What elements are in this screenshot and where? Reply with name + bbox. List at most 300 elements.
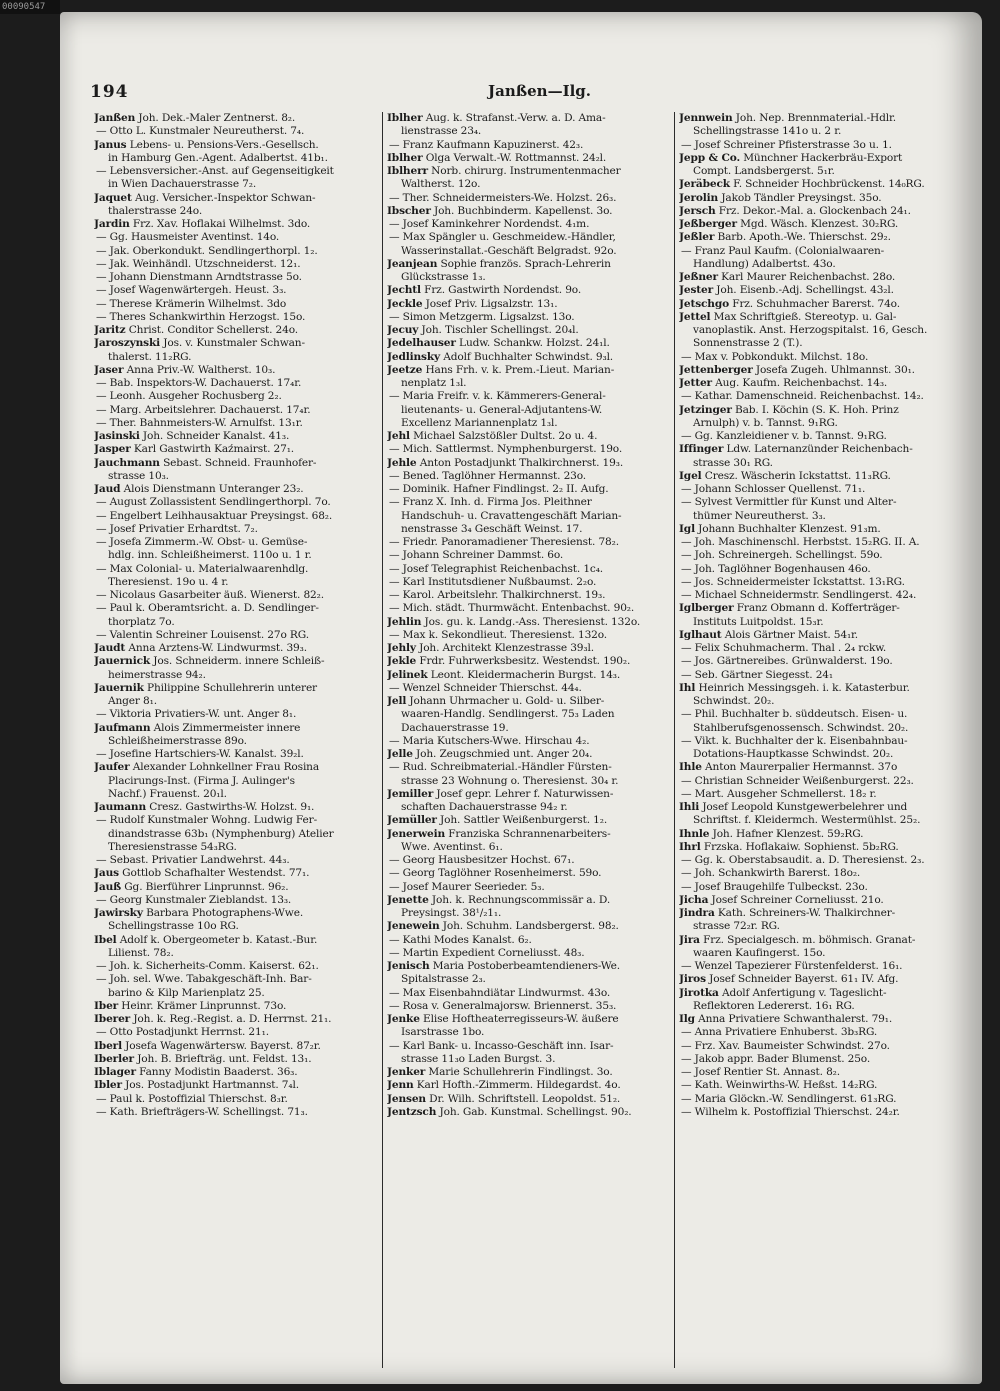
page-number: 194 <box>90 82 129 102</box>
entry-continuation <box>387 1053 670 1066</box>
directory-sub-entry <box>387 867 670 880</box>
entry-text: — Josef Wagenwärtergeh. Heust. 3₃. <box>96 284 287 297</box>
entry-text: Adolf Anfertigung v. Tageslicht- <box>718 986 887 999</box>
directory-sub-entry <box>387 192 670 205</box>
entry-text: — Gg. Kanzleidiener v. b. Tannst. 9₁RG. <box>681 430 887 442</box>
entry-text: — Michael Schneidermstr. Sendlingerst. 42₄. <box>681 589 917 601</box>
entry-text: — Jos. Gärtnereibes. Grünwalderst. 19o. <box>681 655 893 668</box>
directory-entry <box>94 192 378 205</box>
entry-text: Schleißheimerstrasse 89o. <box>108 734 247 747</box>
entry-text: Excellenz Mariannenplatz 1₃l. <box>401 416 558 429</box>
entry-text: Anton Postadjunkt Thalkirchnerst. 19₃. <box>416 456 624 469</box>
directory-sub-entry <box>679 854 962 867</box>
entry-text: — Karol. Arbeitslehr. Thalkirchnerst. 19₃. <box>389 589 606 601</box>
entry-continuation <box>387 973 670 986</box>
directory-sub-entry <box>679 351 962 364</box>
entry-surname: Jawirsky <box>94 907 143 919</box>
entry-surname: Iberer <box>94 1013 131 1025</box>
entry-continuation <box>94 470 378 483</box>
directory-entry <box>94 324 378 337</box>
directory-entry <box>94 682 378 695</box>
entry-text: Wwe. Aventinst. 6₁. <box>401 840 503 853</box>
directory-sub-entry <box>679 642 962 655</box>
entry-text: Joh. Tischler Schellingst. 20₄l. <box>418 324 579 336</box>
directory-sub-entry <box>94 854 378 867</box>
entry-text: Theresienstrasse 54₃RG. <box>108 840 237 853</box>
directory-sub-entry <box>94 894 378 907</box>
entry-surname: Jelle <box>387 748 413 760</box>
entry-text: — Karl Bank- u. Incasso-Geschäft inn. Isar- <box>389 1039 614 1052</box>
entry-text: — Kath. Briefträgers-W. Schellingst. 71₃. <box>96 1105 308 1118</box>
column-3 <box>674 112 966 1368</box>
directory-entry <box>387 364 670 377</box>
directory-sub-entry <box>387 629 670 642</box>
entry-text: Sophie französ. Sprach-Lehrerin <box>437 257 611 270</box>
directory-entry <box>679 377 962 390</box>
directory-sub-entry <box>679 483 962 496</box>
entry-text: Alois Dienstmann Unteranger 23₂. <box>120 483 304 495</box>
entry-surname: Jenker <box>387 1066 426 1078</box>
entry-surname: Jemiller <box>387 787 434 800</box>
entry-text: — Paul k. Postoffizial Thierschst. 8₃r. <box>96 1092 288 1105</box>
entry-surname: Ibler <box>94 1079 122 1092</box>
entry-text: Handlung) Adalbertst. 43o. <box>693 257 836 270</box>
directory-sub-entry <box>679 775 962 788</box>
directory-sub-entry <box>679 655 962 668</box>
scan-id-label: 00090547 <box>0 0 60 14</box>
entry-continuation <box>679 947 962 960</box>
entry-continuation <box>679 165 962 178</box>
directory-sub-entry <box>94 523 378 536</box>
entry-continuation <box>94 947 378 960</box>
entry-surname: Jedlinsky <box>387 350 441 363</box>
directory-entry <box>387 655 670 668</box>
entry-text: — Seb. Gärtner Siegesst. 24₁ <box>681 668 833 681</box>
directory-sub-entry <box>94 258 378 271</box>
directory-entry <box>387 112 670 125</box>
column-2 <box>382 112 674 1368</box>
directory-sub-entry <box>387 139 670 152</box>
directory-entry <box>387 1013 670 1026</box>
entry-text: Schriftst. f. Kleidermch. Westermühlst. 25₂. <box>693 814 921 827</box>
entry-text: Dr. Wilh. Schriftstell. Leopoldst. 51₂. <box>425 1092 621 1105</box>
entry-text: Joh. k. Rechnungscommissär a. D. <box>428 893 611 906</box>
entry-surname: Jeräbeck <box>679 178 730 191</box>
entry-text: Adolf Buchhalter Schwindst. 9₃l. <box>440 350 614 363</box>
directory-entry <box>679 682 962 695</box>
directory-sub-entry <box>94 245 378 258</box>
entry-text: Joh. Dek.-Maler Zentnerst. 8₂. <box>135 112 296 124</box>
entry-text: — Wenzel Schneider Thierschst. 44₄. <box>389 681 582 694</box>
entry-text: Wasserinstallat.-Geschäft Belgradst. 92o. <box>401 244 617 257</box>
entry-text: Reflektoren Ledererst. 16₁ RG. <box>693 999 855 1012</box>
directory-entry <box>387 1079 670 1092</box>
entry-text: Frz. Schuhmacher Barerst. 74o. <box>729 297 900 310</box>
entry-surname: Jauchmann <box>94 456 160 469</box>
entry-text: Joh. Schneider Kanalst. 41₃. <box>139 430 290 442</box>
entry-text: Karl Maurer Reichenbachst. 28o. <box>717 271 896 283</box>
entry-surname: Iber <box>94 999 119 1012</box>
entry-text: Philippine Schullehrerin unterer <box>143 681 317 694</box>
directory-sub-entry <box>679 867 962 880</box>
entry-surname: Jekle <box>387 655 417 668</box>
entry-continuation <box>679 616 962 629</box>
entry-text: — August Zollassistent Sendlingerthorpl. 7o. <box>96 496 331 509</box>
entry-text: — Theres Schankwirthin Herzogst. 15o. <box>96 310 306 323</box>
entry-text: Frz. Gastwirth Nordendst. 9o. <box>420 284 582 297</box>
directory-entry <box>387 960 670 973</box>
entry-text: Placirungs-Inst. (Firma J. Aulinger's <box>108 774 295 787</box>
entry-surname: Jenewein <box>387 920 440 933</box>
entry-surname: Jeßler <box>679 231 715 244</box>
directory-entry <box>679 523 962 536</box>
entry-text: Frz. Xav. Hoflakai Wilhelmst. 3do. <box>129 218 311 230</box>
entry-text: Barbara Photographens-Wwe. <box>142 907 304 919</box>
entry-text: Joh. Sattler Weißenburgerst. 1₂. <box>436 814 608 827</box>
entry-text: Frz. Specialgesch. m. böhmisch. Granat- <box>699 933 916 946</box>
directory-entry <box>387 324 670 337</box>
entry-surname: Ihle <box>679 761 702 774</box>
entry-continuation <box>94 576 378 589</box>
directory-entry <box>679 364 962 377</box>
entry-text: Anna Priv.-W. Waltherst. 10₃. <box>123 363 276 376</box>
entry-text: thalerstrasse 24o. <box>108 204 203 217</box>
entry-text: Waltherst. 12o. <box>401 178 481 191</box>
directory-sub-entry <box>94 1106 378 1119</box>
entry-surname: Jehl <box>387 430 410 442</box>
entry-surname: Jaumann <box>94 801 147 813</box>
entry-continuation <box>387 841 670 854</box>
entry-text: Glückstrasse 1₃. <box>401 271 486 283</box>
entry-text: — Viktoria Privatiers-W. unt. Anger 8₁. <box>96 708 297 721</box>
directory-entry <box>94 218 378 231</box>
directory-sub-entry <box>387 470 670 483</box>
directory-sub-entry <box>679 576 962 589</box>
entry-text: Karl Hofth.-Zimmerm. Hildegardst. 4o. <box>413 1079 621 1092</box>
directory-sub-entry <box>679 708 962 721</box>
entry-text: — Rudolf Kunstmaler Wohng. Ludwig Fer- <box>96 814 318 827</box>
entry-text: Joh. k. Reg.-Regist. a. D. Herrnst. 21₁. <box>130 1013 332 1025</box>
entry-text: Anna Privatiere Schwanthalerst. 79₁. <box>694 1013 893 1025</box>
entry-surname: Janus <box>94 138 127 151</box>
entry-text: Joh. Zeugschmied unt. Anger 20₄. <box>412 748 593 760</box>
entry-text: — Josefa Zimmerm.-W. Obst- u. Gemüse- <box>96 536 308 548</box>
entry-continuation <box>679 748 962 761</box>
entry-text: Josefa Zugeh. Uhlmannst. 30₁. <box>752 363 915 376</box>
directory-entry <box>94 139 378 152</box>
entry-text: — Joh. sel. Wwe. Tabakgeschäft-Inh. Bar- <box>96 973 312 986</box>
directory-entry <box>94 1053 378 1066</box>
directory-entry <box>94 1079 378 1092</box>
entry-surname: Jersch <box>679 204 716 217</box>
directory-entry <box>94 642 378 655</box>
entry-surname: Jehle <box>387 456 417 469</box>
directory-entry <box>387 788 670 801</box>
entry-surname: Ibscher <box>387 204 431 217</box>
directory-entry <box>94 430 378 443</box>
entry-text: waaren Kaufingerst. 15o. <box>693 946 826 959</box>
entry-text: Münchner Hackerbräu-Export <box>740 151 903 164</box>
entry-surname: Jechtl <box>387 284 421 297</box>
directory-sub-entry <box>679 589 962 602</box>
entry-text: — Franz Paul Kaufm. (Colonialwaaren- <box>681 244 885 257</box>
directory-entry <box>94 761 378 774</box>
directory-sub-entry <box>679 960 962 973</box>
entry-text: Aug. Versicher.-Inspektor Schwan- <box>131 191 316 204</box>
entry-surname: Jaudt <box>94 642 126 654</box>
entry-text: Josef Leopold Kunstgewerbelehrer und <box>699 801 908 813</box>
directory-entry <box>94 364 378 377</box>
entry-surname: Jennwein <box>679 112 733 124</box>
entry-text: — Joh. Schankwirth Barerst. 18o₂. <box>681 867 861 880</box>
entry-text: — Simon Metzgerm. Ligsalzst. 13o. <box>389 310 575 323</box>
entry-text: Franz Obmann d. Kofferträger- <box>733 602 900 615</box>
entry-surname: Igl <box>679 522 695 535</box>
directory-sub-entry <box>679 563 962 576</box>
entry-surname: Iblherr <box>387 165 428 177</box>
directory-sub-entry <box>387 589 670 602</box>
entry-text: Jos. v. Kunstmaler Schwan- <box>160 337 305 350</box>
entry-text: Jos. gu. k. Landg.-Ass. Theresienst. 132o. <box>421 615 641 628</box>
directory-entry <box>679 1013 962 1026</box>
entry-continuation <box>387 1026 670 1039</box>
entry-text: — Max k. Sekondlieut. Theresienst. 132o. <box>389 628 608 641</box>
entry-text: Josefa Wagenwärtersw. Bayerst. 87₂r. <box>121 1039 321 1052</box>
directory-entry <box>387 351 670 364</box>
directory-entry <box>94 722 378 735</box>
entry-text: Anton Maurerpalier Hermannst. 37o <box>701 761 898 774</box>
directory-page <box>60 12 982 1384</box>
entry-text: hdlg. inn. Schleißheimerst. 110o u. 1 r. <box>108 549 312 562</box>
entry-text: strasse 30₁ RG. <box>693 456 773 469</box>
directory-sub-entry <box>679 1066 962 1079</box>
directory-sub-entry <box>679 788 962 801</box>
entry-text: Joh. Buchbinderm. Kapellenst. 3o. <box>430 204 613 217</box>
entry-text: Johann Buchhalter Klenzest. 91₃m. <box>694 522 881 535</box>
entry-text: Johann Uhrmacher u. Gold- u. Silber- <box>406 695 605 707</box>
directory-sub-entry <box>94 814 378 827</box>
directory-sub-entry <box>387 536 670 549</box>
entry-text: Adolf k. Obergeometer b. Katast.-Bur. <box>116 933 318 946</box>
entry-surname: Igel <box>679 469 702 482</box>
entry-text: Joh. Nep. Brennmaterial.-Hdlr. <box>732 112 896 124</box>
entry-text: Barb. Apoth.-We. Thierschst. 29₂. <box>714 231 891 244</box>
entry-text: — Jos. Schneidermeister Ickstattst. 13₁RG. <box>681 575 905 588</box>
directory-entry <box>387 1066 670 1079</box>
entry-text: — Maria Freifr. v. k. Kämmerers-General- <box>389 390 606 403</box>
directory-sub-entry <box>679 536 962 549</box>
entry-text: — Josef Rentier St. Annast. 8₂. <box>681 1066 840 1078</box>
entry-continuation <box>387 377 670 390</box>
directory-entry <box>94 1066 378 1079</box>
directory-entry <box>387 457 670 470</box>
entry-text: Nachf.) Frauenst. 20₁l. <box>108 787 227 800</box>
entry-text: Jakob Tändler Preysingst. 35o. <box>718 191 882 204</box>
directory-entry <box>387 814 670 827</box>
directory-entry <box>679 761 962 774</box>
entry-text: Michael Salzstößler Dultst. 2o u. 4. <box>409 430 598 442</box>
entry-text: — Otto Postadjunkt Herrnst. 21₁. <box>96 1026 269 1039</box>
entry-text: Marie Schullehrerin Findlingst. 3o. <box>425 1066 613 1078</box>
entry-text: Dotations-Hauptkasse Schwindst. 20₂. <box>693 748 894 760</box>
entry-text: — Maria Glöckn.-W. Sendlingerst. 61₃RG. <box>681 1092 897 1105</box>
directory-entry <box>94 934 378 947</box>
directory-entry <box>679 987 962 1000</box>
entry-text: Aug. k. Strafanst.-Verw. a. D. Ama- <box>422 112 606 124</box>
directory-sub-entry <box>387 390 670 403</box>
directory-sub-entry <box>94 960 378 973</box>
entry-surname: Ihrl <box>679 840 701 853</box>
directory-sub-entry <box>94 271 378 284</box>
directory-entry <box>94 1000 378 1013</box>
entry-continuation <box>387 245 670 258</box>
entry-text: — Bened. Taglöhner Hermannst. 23o. <box>389 469 587 482</box>
entry-text: Heinrich Messingsgeh. i. k. Katasterbur. <box>695 681 910 694</box>
directory-sub-entry <box>679 1106 962 1119</box>
directory-sub-entry <box>94 629 378 642</box>
directory-sub-entry <box>387 576 670 589</box>
entry-text: Schwindst. 20₂. <box>693 695 775 707</box>
entry-text: — Karl Institutsdiener Nußbaumst. 2₂o. <box>389 575 597 588</box>
entry-text: Alois Zimmermeister innere <box>150 721 301 734</box>
entry-text: — Mich. Sattlermst. Nymphenburgerst. 19o. <box>389 443 623 456</box>
entry-surname: Iberl <box>94 1039 122 1052</box>
directory-entry <box>387 642 670 655</box>
directory-sub-entry <box>679 1026 962 1039</box>
entry-text: — Jak. Weinhändl. Utzschneiderst. 12₁. <box>96 257 301 270</box>
directory-entry <box>679 298 962 311</box>
entry-continuation <box>387 271 670 284</box>
entry-text: Leont. Kleidermacherin Burgst. 14₃. <box>427 668 621 681</box>
entry-text: — Martin Expedient Corneliusst. 48₃. <box>389 946 585 959</box>
directory-sub-entry <box>679 1079 962 1092</box>
entry-text: barino & Kilp Marienplatz 25. <box>108 986 265 999</box>
entry-text: Schellingstrasse 10o RG. <box>108 920 239 933</box>
entry-surname: Jenke <box>387 1013 420 1025</box>
directory-sub-entry <box>387 682 670 695</box>
directory-sub-entry <box>679 430 962 443</box>
entry-surname: Jepp & Co. <box>679 151 741 164</box>
entry-continuation <box>387 125 670 138</box>
entry-surname: Jehly <box>387 642 416 654</box>
entry-text: strasse 11₃o Laden Burgst. 3. <box>401 1052 556 1065</box>
entry-surname: Jirotka <box>679 986 719 999</box>
entry-text: Joh. Schuhm. Landsbergerst. 98₂. <box>439 920 619 933</box>
entry-continuation <box>387 722 670 735</box>
directory-sub-entry <box>387 496 670 509</box>
entry-continuation <box>679 510 962 523</box>
directory-sub-entry <box>94 589 378 602</box>
entry-surname: Jenette <box>387 893 429 906</box>
entry-text: Josef Schneider Bayerst. 61₁ IV. Afg. <box>705 973 899 986</box>
entry-text: Anna Arztens-W. Lindwurmst. 39₃. <box>125 642 307 654</box>
entry-continuation <box>94 828 378 841</box>
directory-sub-entry <box>679 496 962 509</box>
entry-surname: Jaufer <box>94 761 130 774</box>
entry-continuation <box>94 987 378 1000</box>
entry-surname: Jindra <box>679 907 715 919</box>
directory-sub-entry <box>387 1000 670 1013</box>
directory-sub-entry <box>387 761 670 774</box>
entry-surname: Jaquet <box>94 191 132 204</box>
directory-entry <box>679 443 962 456</box>
entry-continuation <box>94 788 378 801</box>
entry-text: Aug. Kaufm. Reichenbachst. 14₃. <box>711 377 888 389</box>
entry-text: Joh. Architekt Klenzestrasse 39₃l. <box>415 642 594 654</box>
entry-text: Josef Schreiner Corneliusst. 21o. <box>708 893 884 906</box>
directory-sub-entry <box>94 165 378 178</box>
entry-surname: Iblher <box>387 112 423 124</box>
entry-surname: Jenisch <box>387 960 430 972</box>
entry-surname: Iffinger <box>679 443 724 456</box>
entry-text: Lebens- u. Pensions-Vers.-Gesellsch. <box>126 138 319 151</box>
directory-entry <box>679 178 962 191</box>
directory-sub-entry <box>94 973 378 986</box>
directory-sub-entry <box>387 231 670 244</box>
entry-text: Joh. Gab. Kunstmal. Schellingst. 90₂. <box>436 1105 632 1118</box>
entry-surname: Jeßberger <box>679 218 737 230</box>
entry-continuation <box>679 457 962 470</box>
entry-text: — Joh. Taglöhner Bogenhausen 46o. <box>681 562 871 575</box>
entry-surname: Jetter <box>679 377 712 389</box>
entry-text: — Kath. Weinwirths-W. Heßst. 14₂RG. <box>681 1079 878 1092</box>
directory-entry <box>94 112 378 125</box>
entry-continuation <box>679 814 962 827</box>
directory-sub-entry <box>387 735 670 748</box>
entry-text: — Mart. Ausgeher Schmellerst. 18₂ r. <box>681 787 877 800</box>
entry-surname: Jenerwein <box>387 827 446 840</box>
directory-sub-entry <box>94 536 378 549</box>
entry-text: nenstrasse 3₄ Geschäft Weinst. 17. <box>401 522 583 535</box>
entry-continuation <box>94 669 378 682</box>
directory-entry <box>679 629 962 642</box>
entry-text: — Sylvest Vermittler für Kunst und Alter- <box>681 496 897 509</box>
entry-text: schaften Dachauerstrasse 94₂ r. <box>401 801 568 813</box>
entry-text: — Kathar. Damenschneid. Reichenbachst. 14₂. <box>681 390 924 403</box>
directory-sub-entry <box>679 139 962 152</box>
directory-entry <box>679 271 962 284</box>
entry-surname: Jicha <box>679 893 709 906</box>
directory-sub-entry <box>679 549 962 562</box>
entry-text: — Friedr. Panoramadiener Theresienst. 78₂. <box>389 536 619 548</box>
entry-text: — Gg. k. Oberstabsaudit. a. D. Theresienst. 2₃. <box>681 854 925 866</box>
entry-text: Frzska. Hoflakaiw. Sophienst. 5b₂RG. <box>700 840 899 853</box>
directory-sub-entry <box>679 881 962 894</box>
entry-text: Mgd. Wäsch. Klenzest. 30₂RG. <box>736 218 899 230</box>
entry-surname: Janßen <box>94 112 136 124</box>
directory-entry <box>387 165 670 178</box>
entry-text: — Joh. Schreinergeh. Schellingst. 59o. <box>681 549 883 562</box>
entry-text: — Josefine Hartschiers-W. Kanalst. 39₂l. <box>96 748 304 760</box>
entry-text: — Max Eisenbahndiätar Lindwurmst. 43o. <box>389 986 611 999</box>
entry-text: Instituts Luitpoldst. 15₃r. <box>693 615 824 628</box>
entry-text: waaren-Handlg. Sendlingerst. 75₃ Laden <box>401 708 615 721</box>
entry-text: — Rud. Schreibmaterial.-Händler Fürsten- <box>389 761 612 774</box>
directory-sub-entry <box>94 231 378 244</box>
entry-text: — Josef Privatier Erhardtst. 7₂. <box>96 522 258 535</box>
entry-text: Cresz. Gastwirths-W. Holzst. 9₁. <box>146 801 315 813</box>
entry-text: Isarstrasse 1bo. <box>401 1026 485 1039</box>
directory-sub-entry <box>94 298 378 311</box>
entry-text: Ldw. Laternanzünder Reichenbach- <box>723 443 913 456</box>
directory-entry <box>679 218 962 231</box>
entry-continuation <box>679 695 962 708</box>
directory-entry <box>94 483 378 496</box>
entry-text: — Franz Kaufmann Kapuzinerst. 42₃. <box>389 138 584 151</box>
entry-text: Josef Priv. Ligsalzstr. 13₁. <box>422 297 558 310</box>
entry-surname: Jentzsch <box>387 1105 437 1118</box>
directory-sub-entry <box>94 390 378 403</box>
